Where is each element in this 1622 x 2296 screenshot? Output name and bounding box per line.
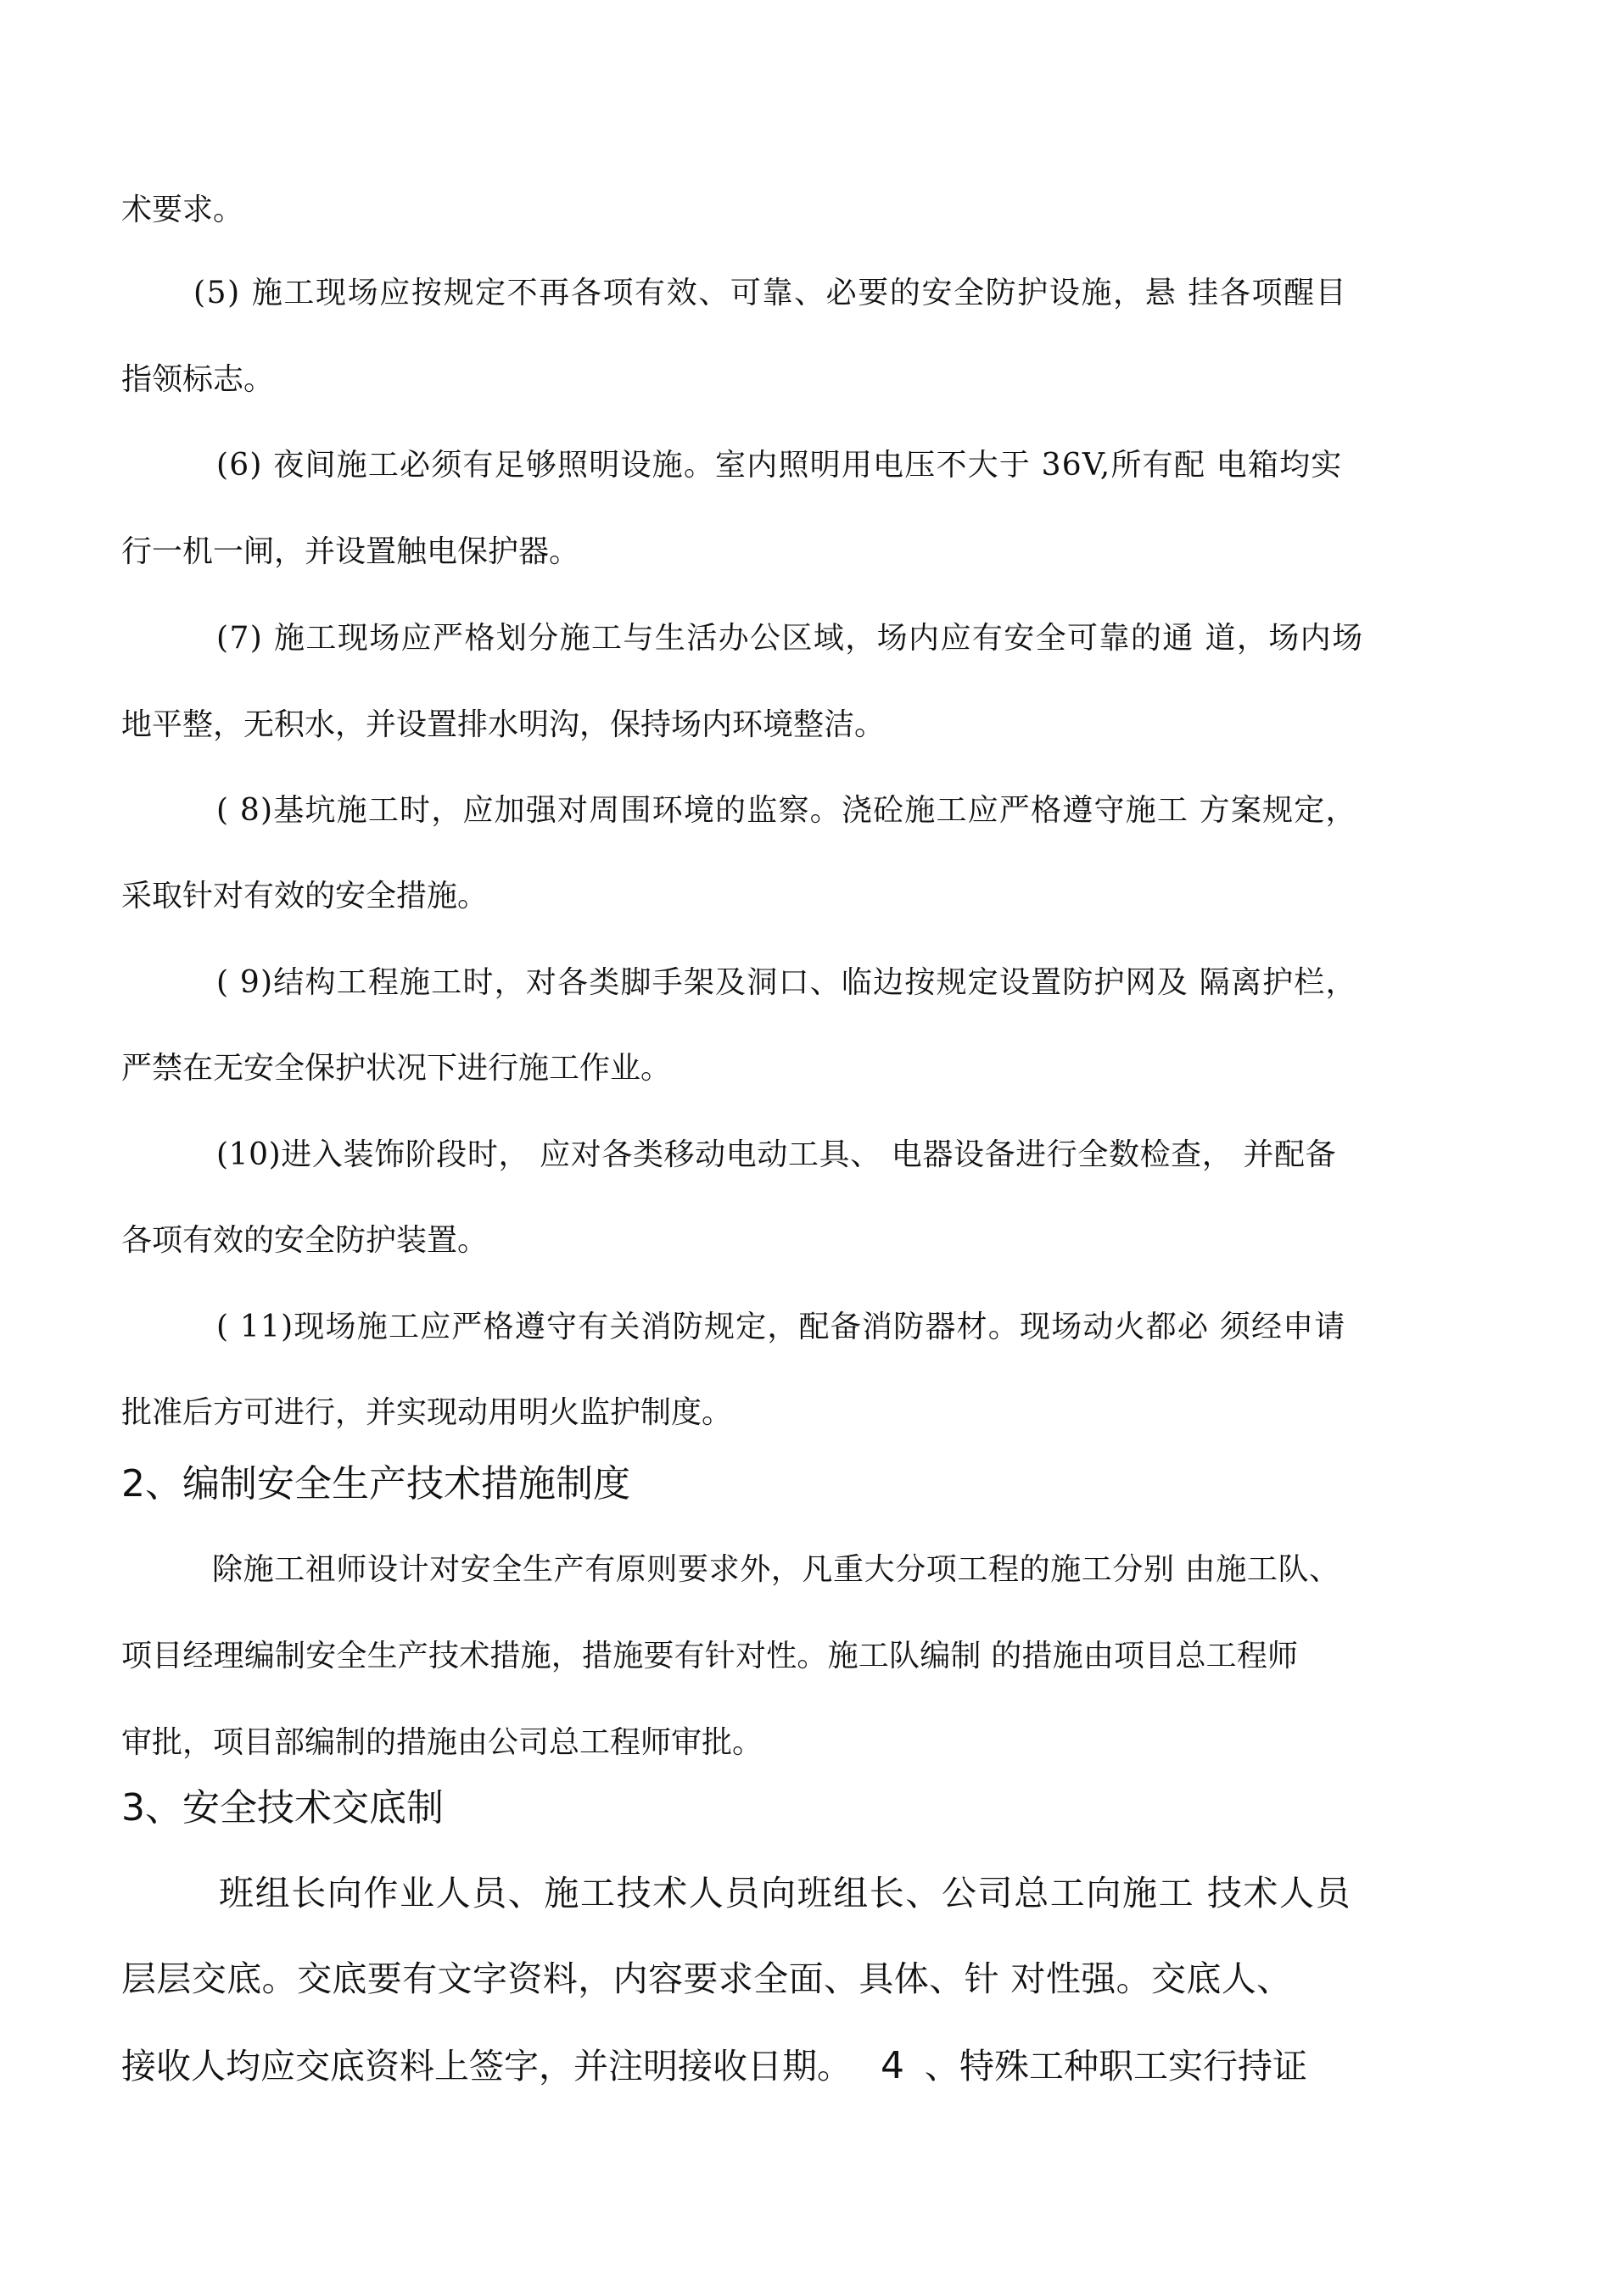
- text-line-2: (5) 施工现场应按规定不再各项有效、可靠、必要的安全防护设施，悬 挂各项醒目: [193, 276, 1348, 310]
- text-line-13: 各项有效的安全防护装置。: [121, 1223, 489, 1258]
- section-3-heading: [121, 1786, 444, 1830]
- text-line-10: ( 9)结构工程施工时，对各类脚手架及洞口、临边按规定设置防护网及 隔离护栏，: [216, 965, 1357, 1000]
- section-2-number: 2: [121, 1462, 145, 1506]
- text-line-5: 行一机一闸，并设置触电保护器。: [121, 534, 580, 569]
- section-2-title: 、编制安全生产技术措施制度: [145, 1462, 630, 1506]
- section-2-line-1: 除施工祖师设计对安全生产有原则要求外，凡重大分项工程的施工分别 由施工队、: [212, 1552, 1340, 1587]
- text-line-7: 地平整，无积水，并设置排水明沟，保持场内环境整洁。: [121, 707, 886, 742]
- text-line-4: (6) 夜间施工必须有足够照明设施。室内照明用电压不大于 36V,所有配 电箱均实: [216, 448, 1343, 483]
- text-line-6: (7) 施工现场应严格划分施工与生活办公区域，场内应有安全可靠的通 道，场内场: [216, 621, 1364, 656]
- section-3-line-2: 层层交底。交底要有文字资料，内容要求全面、具体、针 对性强。交底人、: [121, 1958, 1292, 1999]
- text-line-14: ( 11)现场施工应严格遵守有关消防规定，配备消防器材。现场动火都必 须经申请: [216, 1310, 1346, 1344]
- section-3-line-3-text: 接收人均应交底资料上签字，并注明接收日期。: [121, 2046, 852, 2087]
- section-2-line-3: 审批，项目部编制的措施由公司总工程师审批。: [121, 1725, 763, 1760]
- text-line-15: 批准后方可进行，并实现动用明火监护制度。: [121, 1395, 733, 1430]
- section-3-number: 3: [121, 1786, 145, 1830]
- section-4-title: 、特殊工种职工实行持证: [925, 2046, 1307, 2087]
- section-3-line-1: 班组长向作业人员、施工技术人员向班组长、公司总工向施工 技术人员: [219, 1873, 1352, 1913]
- text-line-1: 术要求。: [121, 193, 244, 227]
- section-3-title: 、安全技术交底制: [145, 1786, 444, 1830]
- section-4-number: 4: [881, 2044, 904, 2087]
- section-2-heading: [121, 1462, 630, 1506]
- text-line-12: (10)进入装饰阶段时， 应对各类移动电动工具、 电器设备进行全数检查， 并配备: [216, 1137, 1337, 1172]
- section-2-line-2: 项目经理编制安全生产技术措施，措施要有针对性。施工队编制 的措施由项目总工程师: [121, 1639, 1299, 1673]
- section-3-line-3: [121, 2044, 1307, 2087]
- text-line-11: 严禁在无安全保护状况下进行施工作业。: [121, 1051, 672, 1086]
- text-line-9: 采取针对有效的安全措施。: [121, 879, 489, 913]
- text-line-8: ( 8)基坑施工时，应加强对周围环境的监察。浇砼施工应严格遵守施工 方案规定，: [216, 793, 1357, 828]
- text-line-3: 指领标志。: [121, 362, 275, 397]
